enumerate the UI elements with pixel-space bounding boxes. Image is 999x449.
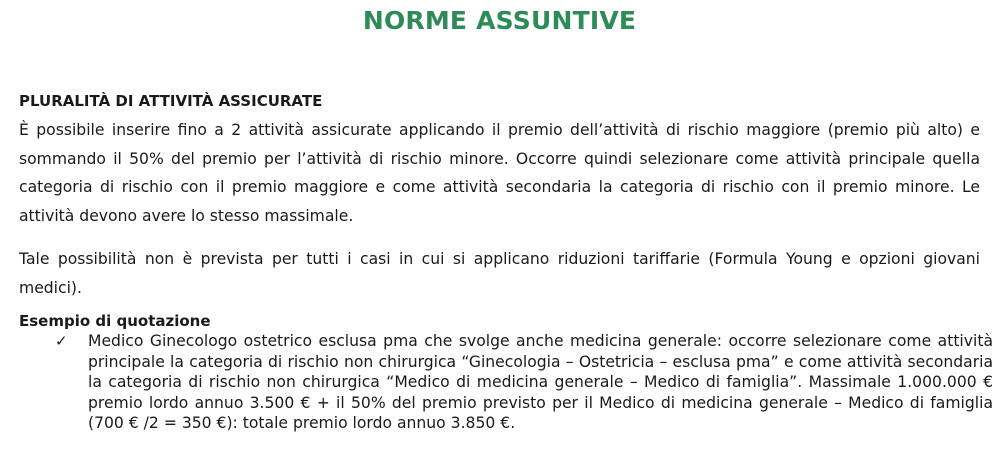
paragraph-multiple-activities: È possibile inserire fino a 2 attività assicurate applicando il premio dell’attività di rischio maggiore (premio più alto) e sommando il 50% del premio per l’attività di rischio minore. Occorre quindi selezionare come attività principale quella categoria di rischio con il premio maggiore e come attività secondaria la categoria di rischio con il premio minore. Le attività devono avere lo stesso massimale. bbox=[19, 121, 980, 225]
section-heading: PLURALITÀ DI ATTIVITÀ ASSICURATE bbox=[19, 92, 323, 110]
page-title: NORME ASSUNTIVE bbox=[362, 6, 637, 35]
example-heading: Esempio di quotazione bbox=[19, 312, 211, 330]
paragraph-exclusions: Tale possibilità non è prevista per tutti i casi in cui si applicano riduzioni tariffarie (Formula Young e opzioni giovani medici). bbox=[19, 250, 980, 297]
checkmark-icon: ✓ bbox=[55, 332, 68, 350]
example-text: Medico Ginecologo ostetrico esclusa pma che svolge anche medicina generale: occorre selezionare come attività principale la categoria di rischio non chirurgica “Ginecologia – Ostetricia – esclusa pma” e come attività secondaria la categoria di rischio non chirurgica “Medico di medicina generale – Medico di famiglia”. Massimale 1.000.000 € premio lordo annuo 3.500 € + il 50% del premio previsto per il Medico di medicina generale – Medico di famiglia (700 € /2 = 350 €): totale premio lordo annuo 3.850 €. bbox=[88, 332, 993, 432]
